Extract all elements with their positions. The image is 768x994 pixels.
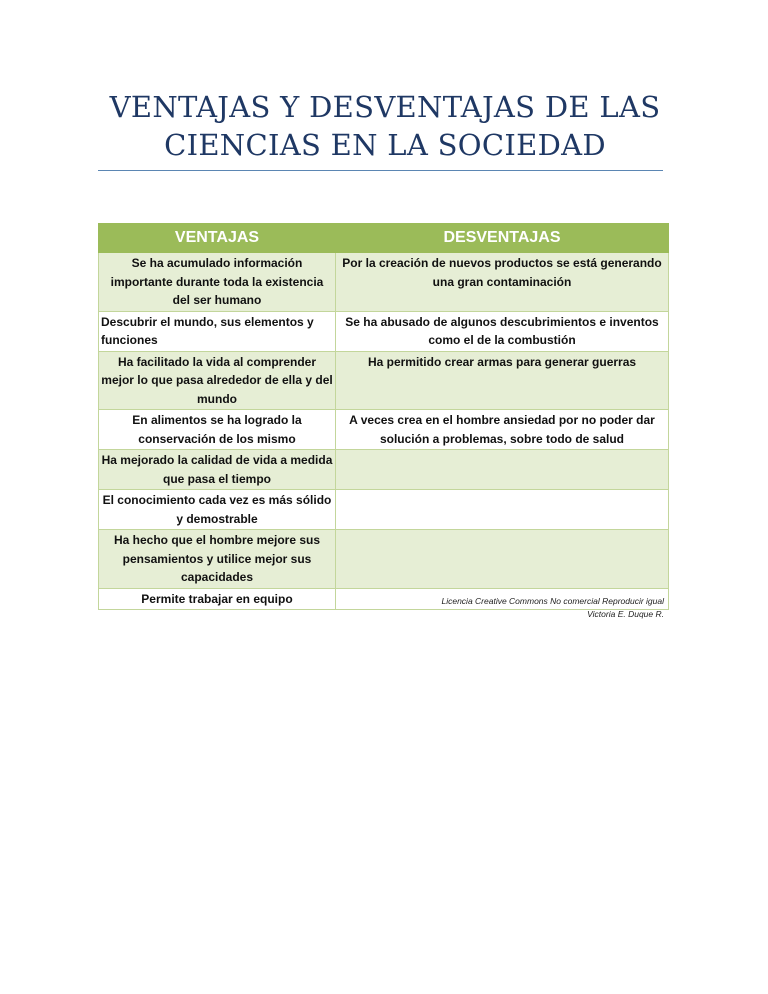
table-row [99,450,669,490]
desventaja-cell: Ha permitido crear armas para generar guerras [336,351,669,410]
table-row [99,311,669,351]
table-row [99,530,669,589]
license-text: Licencia Creative Commons No comercial Reproducir igual [441,596,664,606]
page-title [100,88,670,164]
desventaja-cell: Por la creación de nuevos productos se está generando una gran contaminación [336,253,669,312]
title-line-1: VENTAJAS Y DESVENTAJAS DE LAS [109,90,661,124]
title-line-2: CIENCIAS EN LA SOCIEDAD [164,128,606,162]
table-row [99,410,669,450]
desventaja-cell [336,530,669,589]
header-ventajas: VENTAJAS [99,224,336,253]
table-header-row [99,224,669,253]
advantages-table [98,223,669,610]
table-row [99,490,669,530]
license-note [330,595,664,621]
ventaja-cell: Se ha acumulado información importante durante toda la existencia del ser humano [99,253,336,312]
ventaja-cell: Ha facilitado la vida al comprender mejor lo que pasa alrededor de ella y del mundo [99,351,336,410]
ventaja-cell: En alimentos se ha logrado la conservación de los mismo [99,410,336,450]
author-name: Victoria E. Duque R. [587,609,664,619]
header-desventajas: DESVENTAJAS [336,224,669,253]
ventaja-cell: El conocimiento cada vez es más sólido y demostrable [99,490,336,530]
desventaja-cell [336,450,669,490]
desventaja-cell: A veces crea en el hombre ansiedad por no poder dar solución a problemas, sobre todo de salud [336,410,669,450]
table-row [99,351,669,410]
ventaja-cell: Descubrir el mundo, sus elementos y funciones [99,311,336,351]
ventaja-cell: Permite trabajar en equipo [99,588,336,610]
ventaja-cell: Ha mejorado la calidad de vida a medida que pasa el tiempo [99,450,336,490]
table-row [99,253,669,312]
desventaja-cell: Se ha abusado de algunos descubrimientos e inventos como el de la combustión [336,311,669,351]
ventaja-cell: Ha hecho que el hombre mejore sus pensamientos y utilice mejor sus capacidades [99,530,336,589]
desventaja-cell [336,490,669,530]
title-divider [98,170,663,171]
